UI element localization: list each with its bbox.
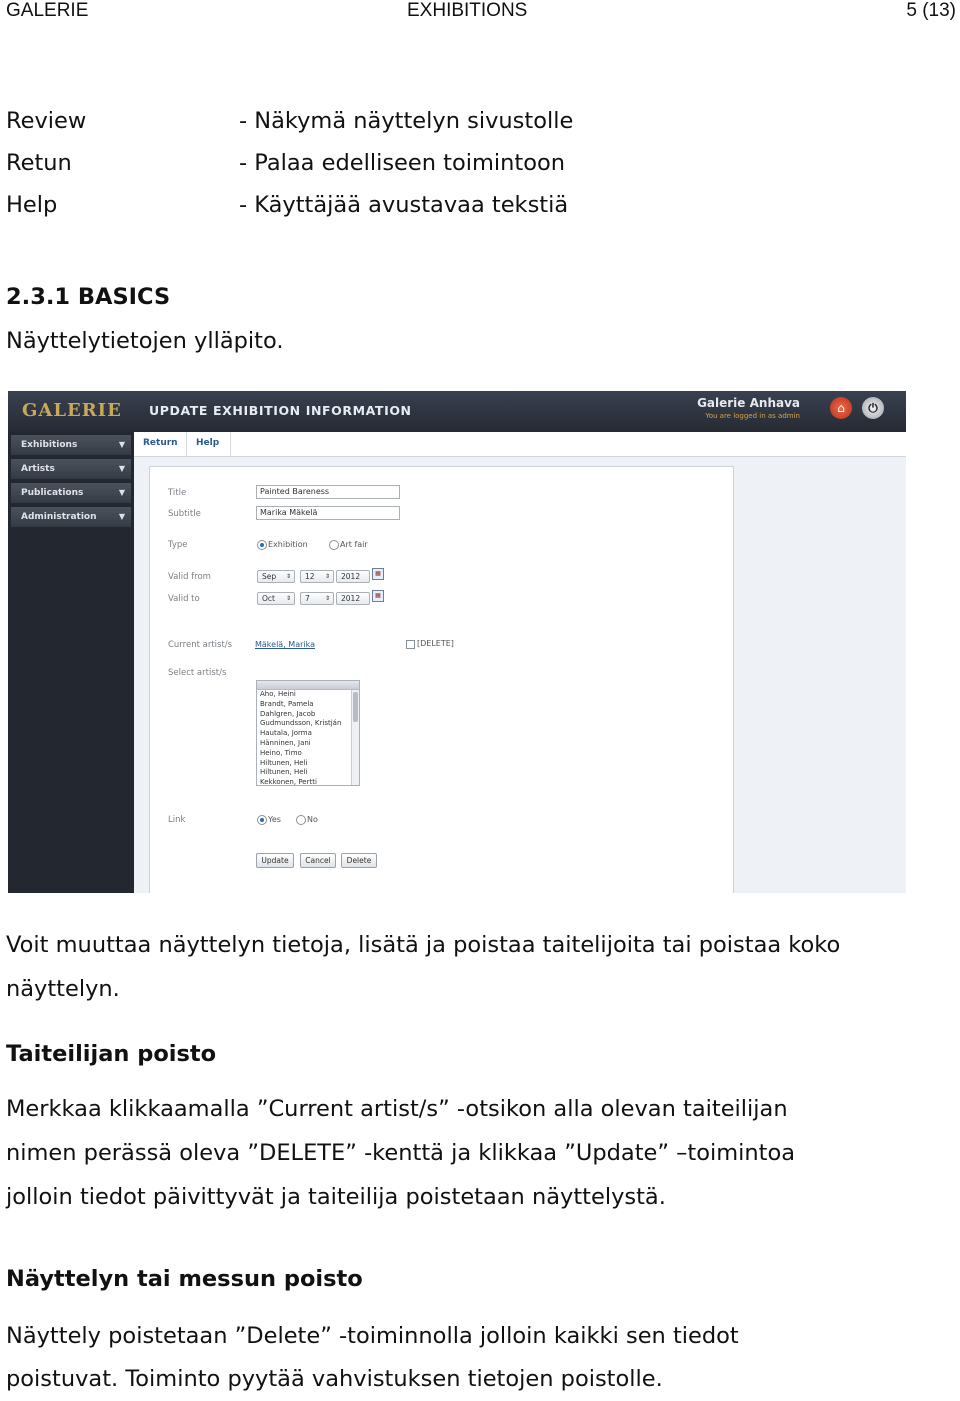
artist-option[interactable]: Heino, Timo — [260, 748, 302, 757]
calendar-icon[interactable]: ▦ — [372, 568, 384, 580]
select-artists-label: Select artist/s — [168, 668, 227, 678]
from-year-select[interactable] — [336, 570, 370, 583]
definition-desc: - Näkymä näyttelyn sivustolle — [239, 108, 574, 134]
select-value: 12 — [305, 572, 315, 581]
link-no-radio[interactable] — [296, 815, 306, 825]
power-icon[interactable]: ⏻ — [862, 397, 884, 419]
type-exhibition-radio[interactable] — [257, 540, 267, 550]
artist-option[interactable]: Brandt, Pamela — [260, 699, 314, 708]
sidebar-item-administration[interactable] — [11, 507, 131, 527]
artist-option[interactable]: Gudmundsson, Kristján — [260, 719, 342, 728]
home-icon[interactable]: ⌂ — [830, 397, 852, 419]
artist-removal-line-2: nimen perässä oleva ”DELETE” -kenttä ja klikkaa ”Update” –toimintoa — [6, 1140, 796, 1166]
to-month-select[interactable] — [257, 592, 295, 605]
definition-desc: - Käyttäjää avustavaa tekstiä — [239, 192, 569, 218]
link-no-label: No — [307, 815, 318, 824]
definition-term: Review — [6, 108, 87, 134]
sidebar-item-label: Publications — [21, 488, 84, 498]
updown-icon: ⇕ — [324, 595, 330, 602]
divider — [186, 432, 187, 456]
app-screenshot — [8, 391, 906, 893]
subtitle-label: Subtitle — [168, 509, 201, 519]
artist-option[interactable]: Hiltunen, Heli — [260, 768, 308, 777]
app-sidebar — [8, 432, 134, 893]
sub-navigation — [134, 432, 906, 457]
sidebar-item-label: Exhibitions — [21, 440, 78, 450]
type-label: Type — [168, 540, 188, 550]
artist-option[interactable]: Hänninen, Jani — [260, 738, 311, 747]
sidebar-item-artists[interactable] — [11, 459, 131, 479]
artist-options — [257, 690, 359, 786]
to-day-select[interactable] — [300, 592, 334, 605]
exhibition-removal-line-1: Näyttely poistetaan ”Delete” -toiminnolla jolloin kaikki sen tiedot — [6, 1323, 739, 1349]
definition-term: Retun — [6, 150, 72, 176]
page-number: 5 (13) — [906, 0, 956, 21]
scroll-thumb[interactable] — [353, 692, 358, 722]
artist-option[interactable]: Hiltunen, Heli — [260, 758, 308, 767]
current-artists-label: Current artist/s — [168, 640, 233, 650]
link-yes-radio[interactable] — [257, 815, 267, 825]
delete-artist-checkbox[interactable] — [406, 640, 415, 649]
sidebar-item-publications[interactable] — [11, 483, 131, 503]
to-year-select[interactable] — [336, 592, 370, 605]
type-artfair-label: Art fair — [340, 540, 368, 549]
link-yes-label: Yes — [268, 815, 281, 824]
app-logo: GALERIE — [22, 400, 122, 421]
artist-option[interactable]: Hautala, Jorma — [260, 729, 312, 738]
link-label: Link — [168, 815, 186, 825]
artist-removal-heading: Taiteilijan poisto — [6, 1041, 217, 1067]
header-exhibitions: EXHIBITIONS — [407, 0, 528, 21]
select-value: 2012 — [341, 572, 361, 581]
type-artfair-radio[interactable] — [329, 540, 339, 550]
subtitle-input[interactable]: Marika Mäkelä — [256, 506, 400, 520]
artist-option[interactable]: Aho, Heini — [260, 690, 296, 698]
artist-option[interactable]: Dahlgren, Jacob — [260, 709, 316, 718]
intro-line-1: Voit muuttaa näyttelyn tietoja, lisätä ja poistaa taitelijoita tai poistaa koko — [6, 932, 841, 958]
valid-to-label: Valid to — [168, 594, 200, 604]
updown-icon: ⇕ — [324, 573, 330, 580]
select-value: 2012 — [341, 594, 361, 603]
definition-term: Help — [6, 192, 58, 218]
section-subtitle: Näyttelytietojen ylläpito. — [6, 328, 284, 354]
select-value: Sep — [262, 572, 277, 581]
valid-from-label: Valid from — [168, 572, 211, 582]
chevron-down-icon: ▼ — [118, 440, 125, 449]
update-button[interactable]: Update — [256, 853, 294, 868]
artist-removal-line-1: Merkkaa klikkaamalla ”Current artist/s” -otsikon alla olevan taiteilijan — [6, 1096, 788, 1122]
title-label: Title — [168, 488, 187, 498]
exhibition-form — [149, 466, 734, 893]
divider — [230, 432, 231, 456]
chevron-down-icon: ▼ — [118, 464, 125, 473]
exhibition-removal-line-2: poistuvat. Toiminto pyytää vahvistuksen tietojen poistolle. — [6, 1366, 663, 1392]
chevron-down-icon: ▼ — [118, 488, 125, 497]
sidebar-item-label: Artists — [21, 464, 55, 474]
calendar-icon[interactable]: ▦ — [372, 590, 384, 602]
cancel-button[interactable]: Cancel — [300, 853, 336, 868]
intro-line-2: näyttelyn. — [6, 976, 120, 1002]
from-day-select[interactable] — [300, 570, 334, 583]
delete-button[interactable]: Delete — [341, 853, 377, 868]
artist-option[interactable]: Kekkonen, Pertti — [260, 778, 317, 786]
app-topbar — [8, 391, 906, 432]
app-title: UPDATE EXHIBITION INFORMATION — [149, 403, 412, 418]
listbox-scrollbar[interactable] — [351, 690, 359, 785]
from-month-select[interactable] — [257, 570, 295, 583]
delete-artist-label: [DELETE] — [417, 639, 454, 648]
app-content — [134, 432, 906, 893]
definition-desc: - Palaa edelliseen toimintoon — [239, 150, 566, 176]
help-link[interactable]: Help — [196, 438, 220, 448]
site-name: Galerie Anhava — [697, 396, 800, 410]
listbox-header — [257, 681, 359, 690]
current-artist-link[interactable]: Mäkelä, Marika — [255, 640, 315, 649]
updown-icon: ⇕ — [285, 573, 291, 580]
sidebar-item-label: Administration — [21, 512, 97, 522]
sidebar-item-exhibitions[interactable] — [11, 435, 131, 455]
select-value: 7 — [305, 594, 310, 603]
artist-removal-line-3: jolloin tiedot päivittyvät ja taiteilija poistetaan näyttelystä. — [6, 1184, 666, 1210]
return-link[interactable]: Return — [143, 438, 178, 448]
select-value: Oct — [262, 594, 275, 603]
type-exhibition-label: Exhibition — [268, 540, 308, 549]
title-input[interactable]: Painted Bareness — [256, 485, 400, 499]
logged-in-text: You are logged in as admin — [705, 412, 800, 420]
updown-icon: ⇕ — [285, 595, 291, 602]
artist-listbox[interactable] — [256, 680, 360, 786]
exhibition-removal-heading: Näyttelyn tai messun poisto — [6, 1266, 363, 1292]
chevron-down-icon: ▼ — [118, 512, 125, 521]
section-title: 2.3.1 BASICS — [6, 284, 171, 310]
header-galerie: GALERIE — [6, 0, 89, 21]
